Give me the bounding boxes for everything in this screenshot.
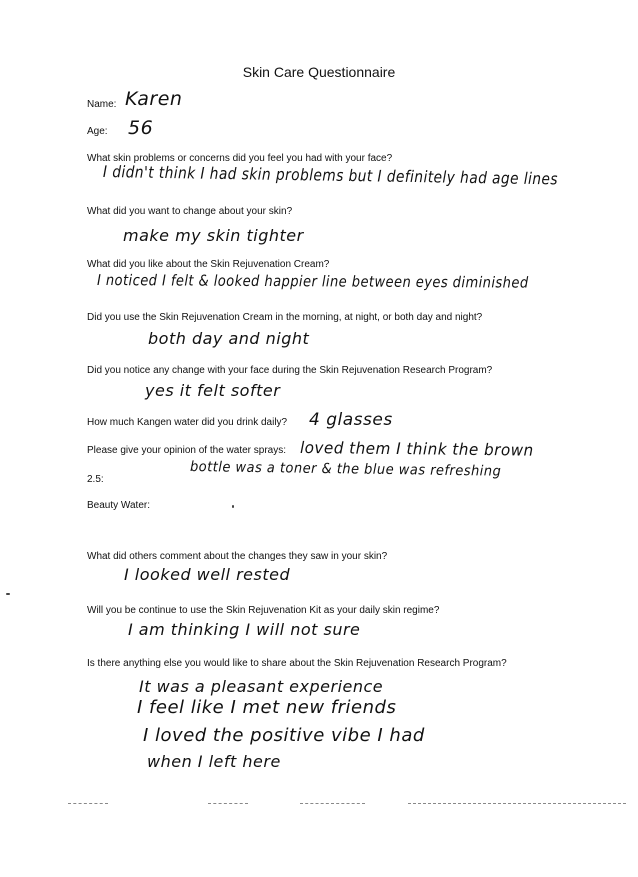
answer-liked-cream: I noticed I felt & looked happier line between eyes diminished bbox=[96, 271, 529, 292]
question-change-skin: What did you want to change about your skin? bbox=[87, 206, 293, 217]
answer-kangen-water: 4 glasses bbox=[309, 410, 393, 430]
answer-anything-else-line-3: I loved the positive vibe I had bbox=[143, 725, 425, 746]
answer-anything-else-line-1: It was a pleasant experience bbox=[139, 677, 384, 696]
scan-artifact-line bbox=[208, 803, 248, 805]
question-face-change: Did you notice any change with your face during the Skin Rejuvenation Research Program? bbox=[87, 365, 493, 376]
age-label: Age: bbox=[87, 126, 108, 137]
question-cream-usage: Did you use the Skin Rejuvenation Cream in the morning, at night, or both day and night? bbox=[87, 312, 483, 323]
label-beauty-water: Beauty Water: bbox=[87, 500, 150, 511]
answer-water-sprays-line-2: bottle was a toner & the blue was refreshing bbox=[189, 459, 502, 480]
answer-others-comment: I looked well rested bbox=[124, 565, 291, 584]
question-continue-kit: Will you be continue to use the Skin Rejuvenation Kit as your daily skin regime? bbox=[87, 605, 440, 616]
question-liked-cream: What did you like about the Skin Rejuvenation Cream? bbox=[87, 259, 330, 270]
answer-water-sprays-line-1: loved them I think the brown bbox=[299, 438, 534, 460]
question-water-sprays: Please give your opinion of the water sprays: bbox=[87, 445, 286, 456]
answer-anything-else-line-2: I feel like I met new friends bbox=[137, 697, 397, 718]
label-2-5: 2.5: bbox=[87, 474, 104, 485]
age-answer: 56 bbox=[128, 117, 154, 139]
answer-skin-concerns: I didn't think I had skin problems but I definitely had age lines bbox=[102, 162, 559, 189]
name-answer: Karen bbox=[125, 88, 183, 110]
page-title: Skin Care Questionnaire bbox=[242, 64, 396, 80]
scan-artifact-line bbox=[68, 803, 108, 805]
answer-face-change: yes it felt softer bbox=[145, 381, 281, 400]
question-anything-else: Is there anything else you would like to share about the Skin Rejuvenation Research Program? bbox=[87, 658, 507, 669]
question-kangen-water: How much Kangen water did you drink daily? bbox=[87, 417, 288, 428]
question-skin-concerns: What skin problems or concerns did you feel you had with your face? bbox=[87, 153, 393, 164]
answer-continue-kit: I am thinking I will not sure bbox=[128, 620, 361, 639]
answer-anything-else-line-4: when I left here bbox=[147, 752, 281, 771]
answer-change-skin: make my skin tighter bbox=[123, 226, 304, 245]
scan-artifact-line bbox=[300, 803, 365, 805]
answer-cream-usage: both day and night bbox=[148, 329, 310, 348]
name-label: Name: bbox=[87, 99, 117, 110]
scan-speck bbox=[232, 505, 234, 508]
question-others-comment: What did others comment about the changes they saw in your skin? bbox=[87, 551, 388, 562]
scan-speck bbox=[6, 593, 10, 595]
scan-artifact-line bbox=[408, 803, 626, 805]
